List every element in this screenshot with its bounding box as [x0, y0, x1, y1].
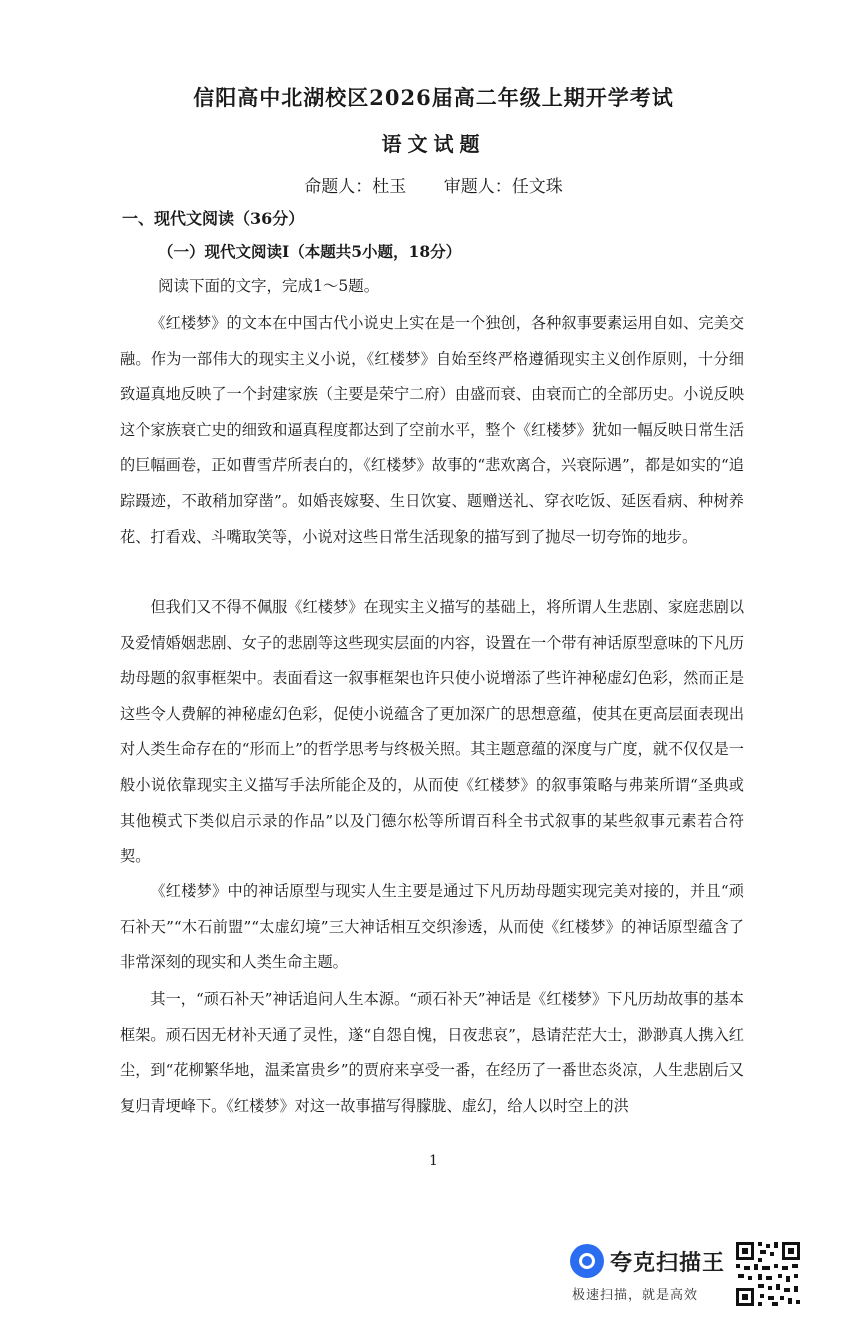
reviewer-label: 审题人：任文珠 — [443, 177, 563, 197]
passage-paragraph: 《红楼梦》的文本在中国古代小说史上实在是一个独创，各种叙事要素运用自如、完美交融。作为一部伟大的现实主义小说，《红楼梦》自始至终严格遵循现实主义创作原则，十分细致逼真地反映了一个封建家族（主要是荣宁二府）由盛而衰、由衰而亡的全部历史。小说反映这个家族衰亡史的细致和逼真程度都达到了空前水平，整个《红楼梦》犹如一幅反映日常生活的巨幅画卷，正如曹雪芹所表白的，《红楼梦》故事的“悲欢离合，兴衰际遇”，都是如实的“追踪蹑迹，不敢稍加穿凿”。如婚丧嫁娶、生日饮宴、题赠送礼、穿衣吃饭、延医看病、种树养花、打看戏、斗嘴取笑等，小说对这些日常生活现象的描写到了抛尽一切夸饰的地步。 — [120, 314, 744, 546]
quark-logo-icon — [570, 1244, 604, 1278]
reading-instruction: 阅读下面的文字，完成1～5题。 — [158, 277, 380, 295]
watermark-slogan: 极速扫描，就是高效 — [572, 1288, 699, 1303]
setter-label: 命题人：杜玉 — [304, 177, 407, 197]
watermark-brand: 夸克扫描王 — [610, 1251, 726, 1276]
exam-subtitle: 语文试题 — [381, 132, 486, 156]
passage-paragraph: 其一，“顽石补天”神话追问人生本源。“顽石补天”神话是《红楼梦》下凡历劫故事的基本框架。顽石因无材补天通了灵性，遂“自怨自愧，日夜悲哀”，恳请茫茫大士，渺渺真人携入红尘，到“花柳繁华地，温柔富贵乡”的贾府来享受一番，在经历了一番世态炎凉，人生悲剧后又复归青埂峰下。《红楼梦》对这一故事描写得朦胧、虚幻，给人以时空上的洪 — [120, 990, 744, 1115]
passage-paragraph: 但我们又不得不佩服《红楼梦》在现实主义描写的基础上，将所谓人生悲剧、家庭悲剧以及爱情婚姻悲剧、女子的悲剧等这些现实层面的内容，设置在一个带有神话原型意味的下凡历劫母题的叙事框架中。表面看这一叙事框架也许只使小说增添了些许神秘虚幻色彩，然而正是这些令人费解的神秘虚幻色彩，促使小说蕴含了更加深广的思想意蕴，使其在更高层面表现出对人类生命存在的“形而上”的哲学思考与终极关照。其主题意蕴的深度与广度，就不仅仅是一般小说依靠现实主义描写手法所能企及的，从而使《红楼梦》的叙事策略与弗莱所谓“圣典或其他模式下类似启示录的作品”以及门德尔松等所谓百科全书式叙事的某些叙事元素若合符契。 — [120, 598, 744, 866]
page-number: 1 — [429, 1153, 438, 1169]
subsection-heading: （一）现代文阅读Ⅰ（本题共5小题，18分） — [158, 242, 462, 261]
section-heading: 一、现代文阅读（36分） — [122, 209, 305, 228]
exam-title: 信阳高中北湖校区2026届高二年级上期开学考试 — [193, 85, 674, 110]
exam-authors — [0, 172, 867, 197]
qr-code-icon — [734, 1240, 802, 1308]
scanner-watermark — [568, 1242, 730, 1308]
passage-paragraph: 《红楼梦》中的神话原型与现实人生主要是通过下凡历劫母题实现完美对接的，并且“顽石补天”“木石前盟”“太虚幻境”三大神话相互交织渗透，从而使《红楼梦》的神话原型蕴含了非常深刻的现实和人类生命主题。 — [120, 882, 744, 972]
